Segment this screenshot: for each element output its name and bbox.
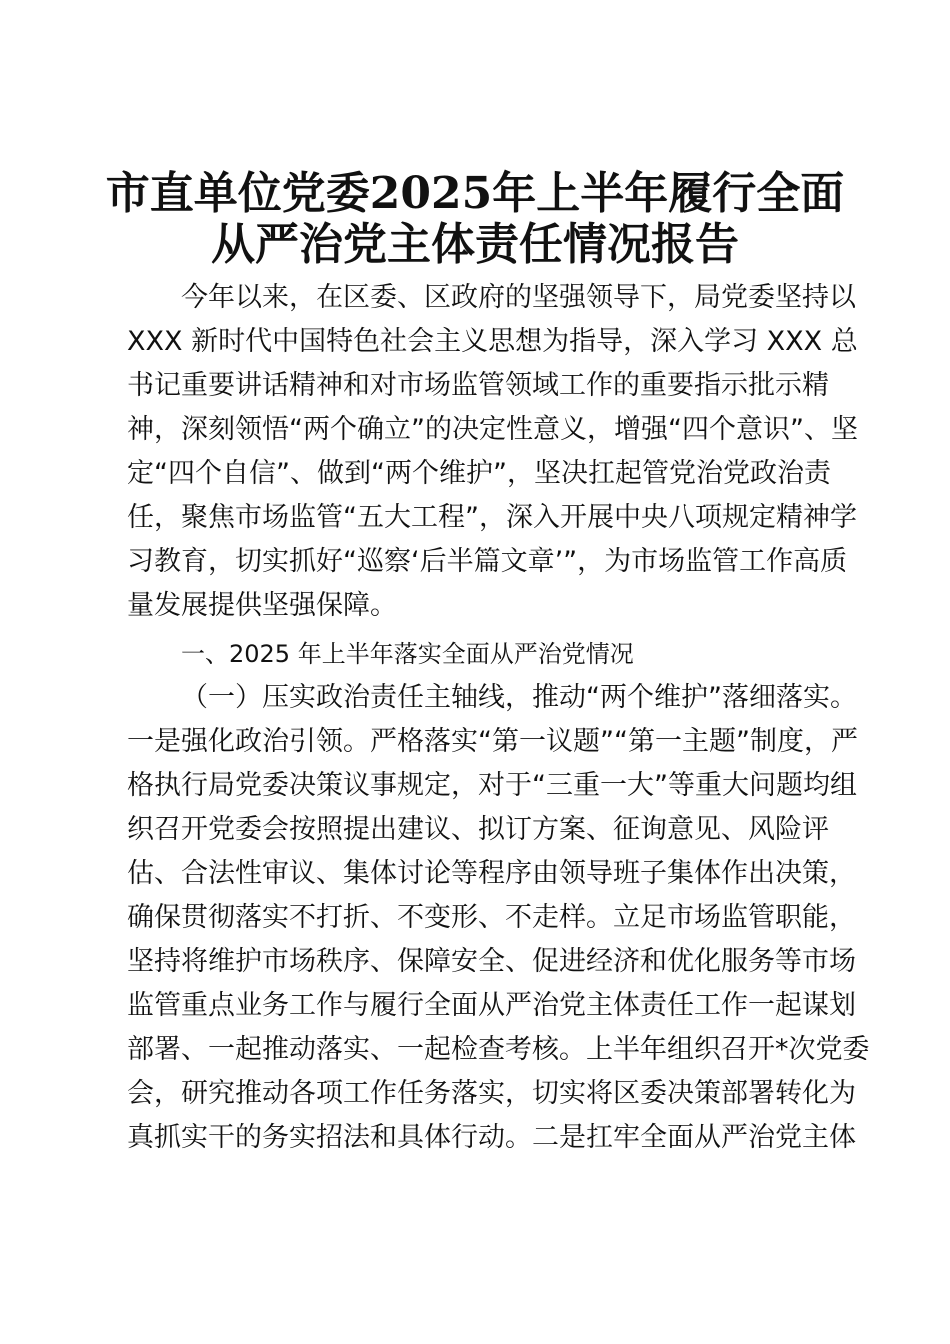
section-heading: 一、2025 年上半年落实全面从严治党情况 [181, 640, 634, 668]
intro-line-4: 神，深刻领悟“两个确立”的决定性意义，增强“四个意识”、坚 [127, 414, 858, 445]
body-line-10: 真抓实干的务实招法和具体行动。二是扛牢全面从严治党主体 [127, 1122, 856, 1153]
body-line-4: 估、合法性审议、集体讨论等程序由领导班子集体作出决策， [127, 858, 856, 889]
document-title-line-2: 从严治党主体责任情况报告 [211, 219, 739, 270]
intro-line-8: 量发展提供坚强保障。 [127, 590, 397, 621]
body-line-3: 织召开党委会按照提出建议、拟订方案、征询意见、风险评 [127, 814, 829, 845]
body-line-6: 坚持将维护市场秩序、保障安全、促进经济和优化服务等市场 [127, 946, 856, 977]
body-line-2: 格执行局党委决策议事规定，对于“三重一大”等重大问题均组 [127, 770, 857, 801]
intro-line-3: 书记重要讲话精神和对市场监管领域工作的重要指示批示精 [127, 370, 829, 401]
intro-line-7: 习教育，切实抓好“巡察‘后半篇文章’”，为市场监管工作高质 [127, 546, 848, 577]
subsection-heading: （一）压实政治责任主轴线，推动“两个维护”落细落实。 [181, 682, 857, 713]
body-line-7: 监管重点业务工作与履行全面从严治党主体责任工作一起谋划 [127, 990, 856, 1021]
intro-line-6: 任，聚焦市场监管“五大工程”，深入开展中央八项规定精神学 [127, 502, 857, 533]
body-line-5: 确保贯彻落实不打折、不变形、不走样。立足市场监管职能， [127, 902, 856, 933]
intro-line-5: 定“四个自信”、做到“两个维护”，坚决扛起管党治党政治责 [127, 458, 831, 489]
intro-line-1: 今年以来，在区委、区政府的坚强领导下，局党委坚持以 [181, 282, 856, 313]
body-line-1: 一是强化政治引领。严格落实“第一议题”“第一主题”制度，严 [127, 726, 858, 757]
body-line-8: 部署、一起推动落实、一起检查考核。上半年组织召开*次党委 [127, 1034, 870, 1065]
document-title-line-1: 市直单位党委2025年上半年履行全面 [105, 168, 845, 219]
intro-line-2: XXX 新时代中国特色社会主义思想为指导，深入学习 XXX 总 [127, 326, 858, 357]
body-line-9: 会，研究推动各项工作任务落实，切实将区委决策部署转化为 [127, 1078, 856, 1109]
